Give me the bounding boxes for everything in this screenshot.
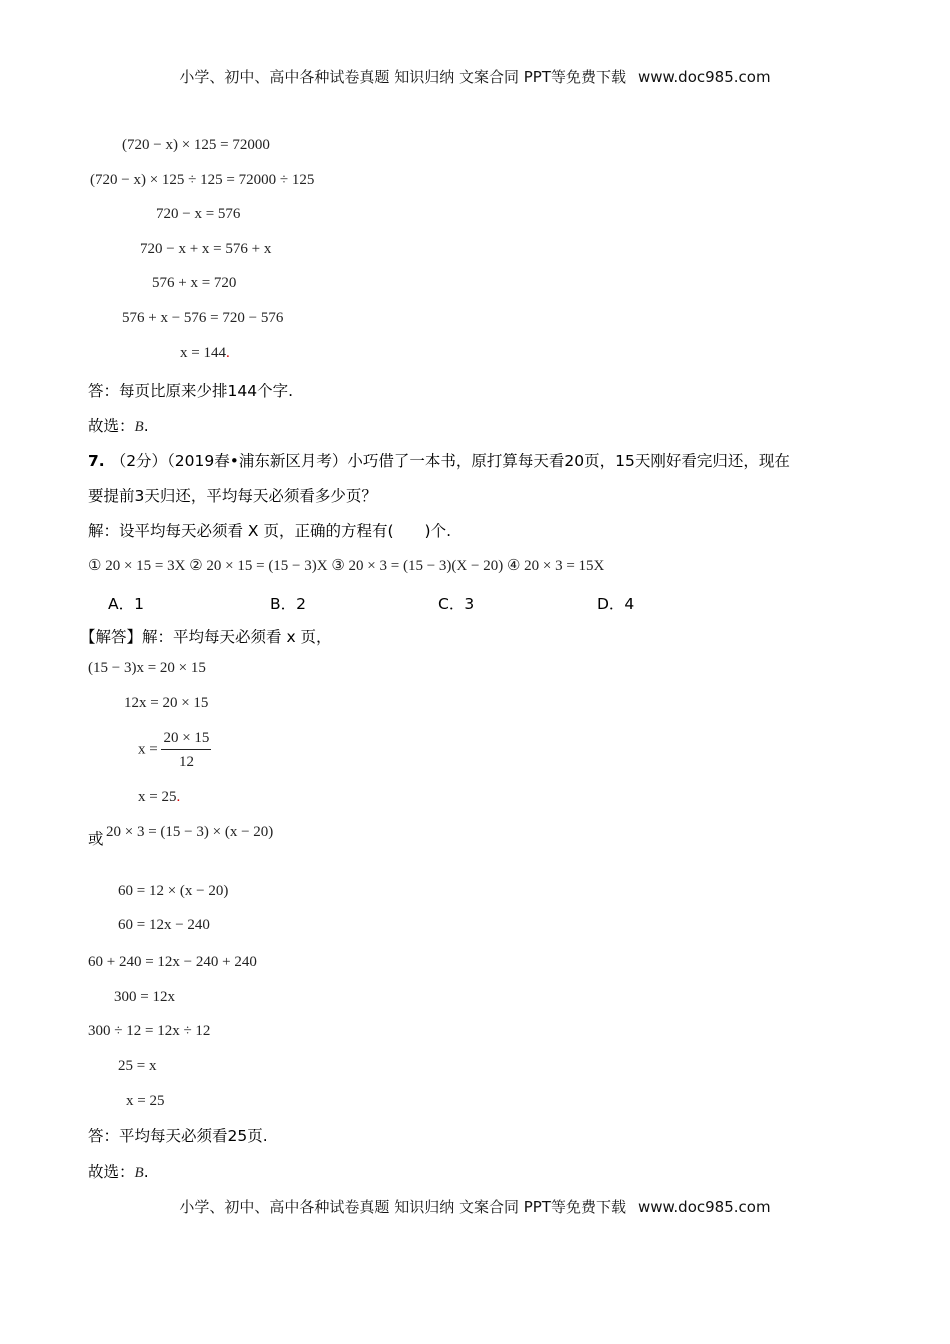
solution-step: 12x = 20 × 15 [124,695,209,711]
equation-line: 720 − x + x = 576 + x [140,241,272,257]
equation-line [180,343,230,363]
alt-step: 300 ÷ 12 = 12x ÷ 12 [88,1023,211,1039]
alt-step: 300 = 12x [114,989,175,1005]
question-equations: ① 20 × 15 = 3X ② 20 × 15 = (15 − 3)X ③ 20 × 3 = (15 − 3)(X − 20) ④ 20 × 3 = 15X [88,558,605,574]
equation-dot: . [225,345,230,361]
solution-intro-text: 解：平均每天必须看 x 页， [142,628,332,646]
footer-text: 小学、初中、高中各种试卷真题 知识归纳 文案合同 PPT等免费下载 [179,1198,626,1216]
choice-label: 故选： [88,417,135,435]
or-label: 或 [88,830,104,848]
alt-step: 60 = 12x − 240 [118,917,210,933]
page-footer [0,1196,950,1217]
equation-line: (720 − x) × 125 = 72000 [122,137,270,153]
page-header [0,66,950,87]
choice-end: . [143,1163,149,1181]
choice-end: . [143,417,149,435]
alt-equation: 20 × 3 = (15 − 3) × (x − 20) [106,824,274,840]
solution-intro [80,627,332,647]
option-b[interactable]: B．2 [270,595,306,613]
equation-line: 576 + x − 576 = 720 − 576 [122,310,284,326]
alt-step: 60 + 240 = 12x − 240 + 240 [88,954,257,970]
question-text-1: （2分）（2019春•浦东新区月考）小巧借了一本书，原打算每天看20页，15天刚好看完归还，现在 [110,452,790,470]
alt-step: x = 25 [126,1093,165,1109]
header-url[interactable]: www.doc985.com [637,68,771,86]
choice-label: 故选： [88,1163,135,1181]
answer-line: 答：每页比原来少排144个字. [88,382,294,400]
equation-result: x = 144 [180,345,226,361]
solution-dot: . [176,789,181,805]
solution-tag: 【解答】 [80,628,143,646]
solution-step [138,787,180,807]
question-line-1 [88,451,790,471]
solution-answer: 答：平均每天必须看25页. [88,1127,268,1145]
question-number: 7. [88,452,105,470]
option-a[interactable]: A．1 [108,595,144,613]
equation-line: (720 − x) × 125 ÷ 125 = 72000 ÷ 125 [90,172,315,188]
fraction-lhs: x = [138,741,158,758]
footer-url[interactable]: www.doc985.com [637,1198,771,1216]
choice-line [88,416,149,437]
solution-result: x = 25 [138,789,177,805]
alt-step: 25 = x [118,1058,157,1074]
question-line-3: 解：设平均每天必须看 X 页，正确的方程有( )个. [88,522,451,540]
header-text: 小学、初中、高中各种试卷真题 知识归纳 文案合同 PPT等免费下载 [179,68,626,86]
solution-choice [88,1162,149,1183]
solution-fraction-step [138,728,211,772]
choice-value: B [134,1165,144,1181]
alt-step: 60 = 12 × (x − 20) [118,883,229,899]
option-c[interactable]: C．3 [438,595,475,613]
equation-line: 576 + x = 720 [152,275,237,291]
question-line-2: 要提前3天归还，平均每天必须看多少页？ [88,487,377,505]
fraction-numerator: 20 × 15 [161,728,211,750]
solution-step: (15 − 3)x = 20 × 15 [88,660,206,676]
option-d[interactable]: D．4 [597,595,635,613]
fraction [161,728,211,772]
fraction-denominator: 12 [178,754,194,770]
choice-value: B [134,419,144,435]
equation-line: 720 − x = 576 [156,206,241,222]
